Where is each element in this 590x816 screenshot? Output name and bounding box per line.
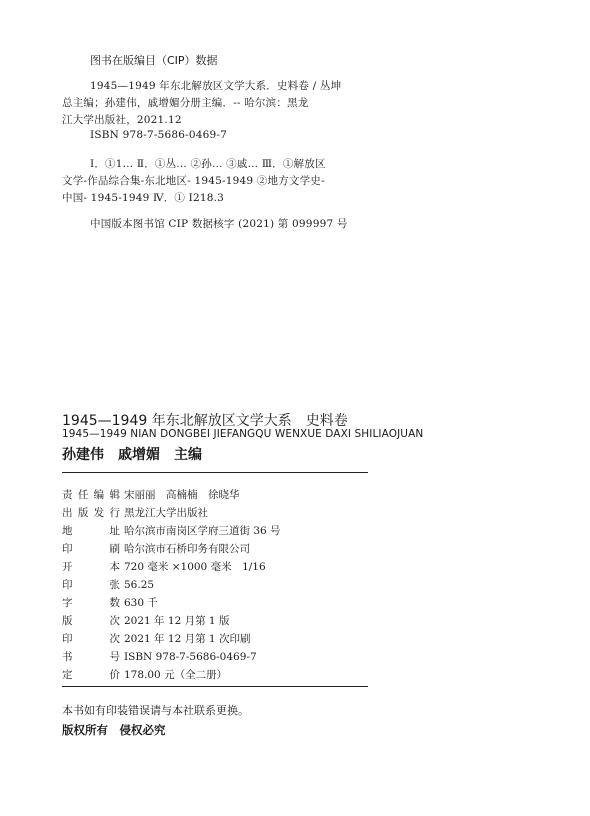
replacement-notice: 本书如有印装错误请与本社联系更换。 [62, 704, 249, 717]
info-row-editors [62, 487, 240, 502]
info-row-word-count [62, 595, 158, 610]
cip-line: 1945—1949 年东北解放区文学大系．史料卷 / 丛坤 [90, 80, 342, 92]
info-value: 2021 年 12 月第 1 次印刷 [124, 633, 251, 645]
info-label: 出版发行 [62, 507, 120, 519]
copyright-statement: 版权所有 侵权必究 [62, 723, 166, 737]
info-row-format [62, 559, 266, 574]
info-row-impression [62, 631, 250, 646]
info-label: 开本 [62, 561, 120, 573]
cip-line: 总主编；孙建伟，戚增媚分册主编．-- 哈尔滨：黑龙 [62, 97, 309, 109]
info-row-publisher [62, 505, 208, 520]
info-value: 720 毫米 ×1000 毫米 1/16 [124, 561, 266, 573]
info-row-printer [62, 541, 250, 556]
info-label: 印张 [62, 579, 120, 591]
info-label: 地址 [62, 525, 120, 537]
info-value: 178.00 元（全二册） [124, 669, 228, 681]
info-label: 定价 [62, 669, 120, 681]
info-label: 责任编辑 [62, 489, 120, 501]
info-value: ISBN 978-7-5686-0469-7 [124, 651, 257, 663]
info-value: 630 千 [124, 597, 158, 609]
info-row-isbn [62, 649, 257, 664]
info-value: 黑龙江大学出版社 [124, 507, 208, 519]
info-label: 印次 [62, 633, 120, 645]
info-label: 版次 [62, 615, 120, 627]
info-row-address [62, 523, 281, 538]
cip-number-line: 中国版本图书馆 CIP 数据核字 (2021) 第 099997 号 [90, 218, 348, 230]
book-title-chinese: 1945—1949 年东北解放区文学大系 史料卷 [62, 413, 348, 429]
info-row-sheets [62, 577, 154, 592]
cip-heading: 图书在版编目（CIP）数据 [90, 54, 218, 67]
cip-line: 中国- 1945-1949 Ⅳ．① I218.3 [62, 192, 225, 204]
info-value: 宋丽丽 高楠楠 徐晓华 [124, 489, 240, 501]
info-value: 56.25 [124, 579, 155, 591]
cip-line: ISBN 978-7-5686-0469-7 [90, 129, 228, 141]
info-value: 哈尔滨市南岗区学府三道街 36 号 [124, 525, 281, 537]
info-value: 2021 年 12 月第 1 版 [124, 615, 230, 627]
info-label: 字数 [62, 597, 120, 609]
divider-top [62, 472, 368, 473]
cip-line: Ⅰ．①1… Ⅱ．①丛… ②孙… ③戚… Ⅲ．①解放区 [90, 158, 326, 170]
book-editors: 孙建伟 戚增媚 主编 [62, 447, 202, 463]
info-label: 书号 [62, 651, 120, 663]
book-title-pinyin: 1945—1949 NIAN DONGBEI JIEFANGQU WENXUE DAXI SHILIAOJUAN [62, 428, 424, 440]
divider-bottom [62, 686, 368, 687]
info-row-edition [62, 613, 229, 628]
info-value: 哈尔滨市石桥印务有限公司 [124, 543, 250, 555]
cip-line: 江大学出版社，2021.12 [62, 114, 182, 126]
cip-line: 文学-作品综合集-东北地区- 1945-1949 ②地方文学史- [62, 175, 325, 187]
info-label: 印刷 [62, 543, 120, 555]
info-row-price [62, 667, 227, 682]
